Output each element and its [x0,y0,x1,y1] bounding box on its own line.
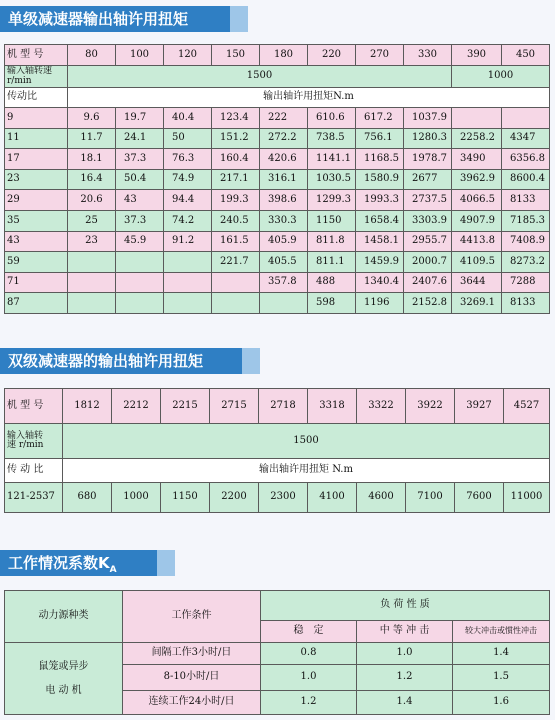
torque-cell: 1037.9 [404,108,452,129]
torque-cell [68,293,116,314]
torque-cell: 2000.7 [404,252,452,273]
torque-cell: 610.6 [308,108,356,129]
model-cell: 3318 [308,389,357,424]
torque-cell: 1580.9 [356,169,404,190]
ratio-cell: 43 [5,231,68,252]
ratio-cell: 23 [5,169,68,190]
torque-cell: 6356.8 [502,149,550,170]
torque-cell: 316.1 [260,169,308,190]
speed-label [5,424,63,459]
factor-cell: 1.2 [261,691,357,715]
speed-label-line2: 速 r/min [7,440,44,450]
power-source-line2: 电 动 机 [45,684,82,696]
torque-cell [452,108,502,129]
torque-cell: 8133 [502,190,550,211]
torque-cell: 8133 [502,293,550,314]
torque-cell: 357.8 [260,272,308,293]
section2-title [0,348,260,374]
table-row [5,643,550,665]
single-stage-torque-table [4,44,550,314]
model-label: 机 型 号 [5,389,63,424]
table-row [5,210,550,231]
torque-cell: 20.6 [68,190,116,211]
torque-cell: 1299.3 [308,190,356,211]
torque-cell: 488 [308,272,356,293]
torque-cell: 24.1 [116,128,164,149]
model-cell: 2715 [210,389,259,424]
torque-cell: 3269.1 [452,293,502,314]
torque-cell [212,272,260,293]
speed-label [5,66,68,88]
condition-cell: 间隔工作3小时/日 [123,643,261,665]
torque-cell: 398.6 [260,190,308,211]
speed-1500: 1500 [63,424,550,459]
torque-cell: 4413.8 [452,231,502,252]
table-header-row [5,45,550,66]
torque-cell: 45.9 [116,231,164,252]
torque-cell [164,252,212,273]
torque-cell: 23 [68,231,116,252]
torque-cell: 94.4 [164,190,212,211]
torque-cell: 50.4 [116,169,164,190]
factor-cell: 1.6 [453,691,550,715]
model-cell: 80 [68,45,116,66]
torque-cell: 123.4 [212,108,260,129]
model-cell: 4527 [504,389,550,424]
torque-cell: 1150 [308,210,356,231]
work-condition-header: 工作条件 [123,591,261,643]
torque-cell: 420.6 [260,149,308,170]
torque-cell [164,272,212,293]
speed-label-line1: 输入轴转速 [7,66,53,77]
single-stage-rows [5,108,550,314]
ratio-cell: 35 [5,210,68,231]
torque-cell: 7185.3 [502,210,550,231]
factor-cell: 1.0 [261,665,357,691]
torque-cell: 1141.1 [308,149,356,170]
ratio-cell: 17 [5,149,68,170]
torque-cell: 2407.6 [404,272,452,293]
torque-cell: 7600 [455,483,504,513]
table-row [5,128,550,149]
ratio-cell: 121-2537 [5,483,63,513]
table-row [5,190,550,211]
torque-cell [116,272,164,293]
torque-label: 输出轴许用扭矩N.m [68,88,550,108]
table-row [5,483,550,513]
work-condition-factor-table [4,590,550,715]
torque-cell: 199.3 [212,190,260,211]
model-cell: 150 [212,45,260,66]
table-row [5,108,550,129]
torque-cell [212,293,260,314]
model-cell: 2718 [259,389,308,424]
ka-subscript: A [109,565,117,575]
torque-cell: 37.3 [116,210,164,231]
table-row [5,169,550,190]
torque-cell: 37.3 [116,149,164,170]
table-row [5,149,550,170]
section2-title-text: 双级减速器的输出轴许用扭矩 [8,352,204,370]
ratio-cell: 71 [5,272,68,293]
model-label: 机 型 号 [5,45,68,66]
torque-cell [68,272,116,293]
ratio-header-row [5,459,550,483]
torque-cell: 272.2 [260,128,308,149]
torque-cell [260,293,308,314]
ratio-label: 传 动 比 [5,459,63,483]
factor-cell: 0.8 [261,643,357,665]
model-cell: 450 [502,45,550,66]
model-cell: 3927 [455,389,504,424]
torque-cell: 2152.8 [404,293,452,314]
torque-cell: 76.3 [164,149,212,170]
ratio-cell: 9 [5,108,68,129]
torque-cell: 8273.2 [502,252,550,273]
model-cell: 100 [116,45,164,66]
torque-cell: 4600 [357,483,406,513]
factor-cell: 1.2 [357,665,453,691]
torque-cell [68,252,116,273]
table-row [5,231,550,252]
torque-cell: 7408.9 [502,231,550,252]
torque-cell: 4066.5 [452,190,502,211]
torque-cell: 1658.4 [356,210,404,231]
load-steady: 稳 定 [261,621,357,643]
torque-cell: 3962.9 [452,169,502,190]
torque-cell: 217.1 [212,169,260,190]
torque-cell: 9.6 [68,108,116,129]
model-cell: 1812 [63,389,112,424]
torque-cell: 40.4 [164,108,212,129]
speed-label-line2: r/min [7,75,32,86]
power-source-header: 动力源种类 [5,591,123,643]
factor-cell: 1.4 [357,691,453,715]
torque-cell: 1150 [161,483,210,513]
torque-cell: 811.8 [308,231,356,252]
model-cell: 390 [452,45,502,66]
torque-cell: 2677 [404,169,452,190]
torque-cell: 1030.5 [308,169,356,190]
factor-header-row [5,591,550,621]
ratio-cell: 11 [5,128,68,149]
torque-cell: 1340.4 [356,272,404,293]
section1-title [0,6,248,32]
torque-cell: 161.5 [212,231,260,252]
torque-cell: 2258.2 [452,128,502,149]
torque-cell [116,293,164,314]
torque-cell: 738.5 [308,128,356,149]
ratio-header-row [5,88,550,108]
torque-cell [116,252,164,273]
load-heavy-impact: 较大冲击或惯性冲击 [453,621,550,643]
torque-cell: 3303.9 [404,210,452,231]
torque-cell: 11.7 [68,128,116,149]
model-cell: 180 [260,45,308,66]
torque-cell: 25 [68,210,116,231]
ratio-cell: 29 [5,190,68,211]
torque-cell: 405.9 [260,231,308,252]
torque-cell: 221.7 [212,252,260,273]
torque-cell: 1458.1 [356,231,404,252]
torque-cell: 598 [308,293,356,314]
load-medium-impact: 中 等 冲 击 [357,621,453,643]
torque-cell: 4347 [502,128,550,149]
torque-label: 输出轴许用扭矩 N.m [63,459,550,483]
torque-cell: 19.7 [116,108,164,129]
torque-cell: 617.2 [356,108,404,129]
torque-cell: 2955.7 [404,231,452,252]
power-source-line1: 鼠笼或异步 [38,660,89,672]
torque-cell [164,293,212,314]
torque-cell: 3490 [452,149,502,170]
torque-cell: 240.5 [212,210,260,231]
torque-cell: 4100 [308,483,357,513]
torque-cell: 1459.9 [356,252,404,273]
factor-cell: 1.5 [453,665,550,691]
torque-cell: 7288 [502,272,550,293]
torque-cell: 4907.9 [452,210,502,231]
power-source-cell [5,643,123,715]
table-header-row [5,389,550,424]
torque-cell: 405.5 [260,252,308,273]
torque-cell: 1168.5 [356,149,404,170]
table-row [5,293,550,314]
torque-cell: 7100 [406,483,455,513]
ratio-label: 传动比 [5,88,68,108]
torque-cell: 91.2 [164,231,212,252]
torque-cell: 1196 [356,293,404,314]
table-row [5,252,550,273]
model-cell: 3922 [406,389,455,424]
torque-cell: 43 [116,190,164,211]
load-type-header: 负 荷 性 质 [261,591,550,621]
torque-cell: 8600.4 [502,169,550,190]
torque-cell: 680 [63,483,112,513]
torque-cell: 50 [164,128,212,149]
section3-title-text: 工作情况系数 [8,554,99,572]
model-cell: 120 [164,45,212,66]
condition-cell: 连续工作24小时/日 [123,691,261,715]
model-cell: 2215 [161,389,210,424]
factor-cell: 1.0 [357,643,453,665]
condition-cell: 8-10小时/日 [123,665,261,691]
speed-row [5,66,550,88]
model-cell: 330 [404,45,452,66]
torque-cell: 74.2 [164,210,212,231]
ratio-cell: 87 [5,293,68,314]
speed-1500: 1500 [68,66,452,88]
model-cell: 270 [356,45,404,66]
torque-cell: 1993.3 [356,190,404,211]
model-cell: 3322 [357,389,406,424]
speed-row [5,424,550,459]
torque-cell: 4109.5 [452,252,502,273]
model-cell: 220 [308,45,356,66]
section3-title [0,550,175,576]
torque-cell: 151.2 [212,128,260,149]
torque-cell [502,108,550,129]
torque-cell: 1978.7 [404,149,452,170]
torque-cell: 2200 [210,483,259,513]
torque-cell: 330.3 [260,210,308,231]
torque-cell: 1000 [112,483,161,513]
torque-cell: 222 [260,108,308,129]
torque-cell: 16.4 [68,169,116,190]
speed-label-line1: 输入轴转 [7,430,44,441]
ratio-cell: 59 [5,252,68,273]
table-row [5,272,550,293]
model-cell: 2212 [112,389,161,424]
torque-cell: 1280.3 [404,128,452,149]
double-stage-torque-table [4,388,550,513]
torque-cell: 811.1 [308,252,356,273]
torque-cell: 18.1 [68,149,116,170]
torque-cell: 3644 [452,272,502,293]
factor-cell: 1.4 [453,643,550,665]
torque-cell: 160.4 [212,149,260,170]
speed-1000: 1000 [452,66,550,88]
torque-cell: 2737.5 [404,190,452,211]
torque-cell: 756.1 [356,128,404,149]
section1-title-text: 单级减速器输出轴许用扭矩 [8,10,189,28]
ka-symbol: K [98,554,110,572]
torque-cell: 11000 [504,483,550,513]
torque-cell: 2300 [259,483,308,513]
torque-cell: 74.9 [164,169,212,190]
